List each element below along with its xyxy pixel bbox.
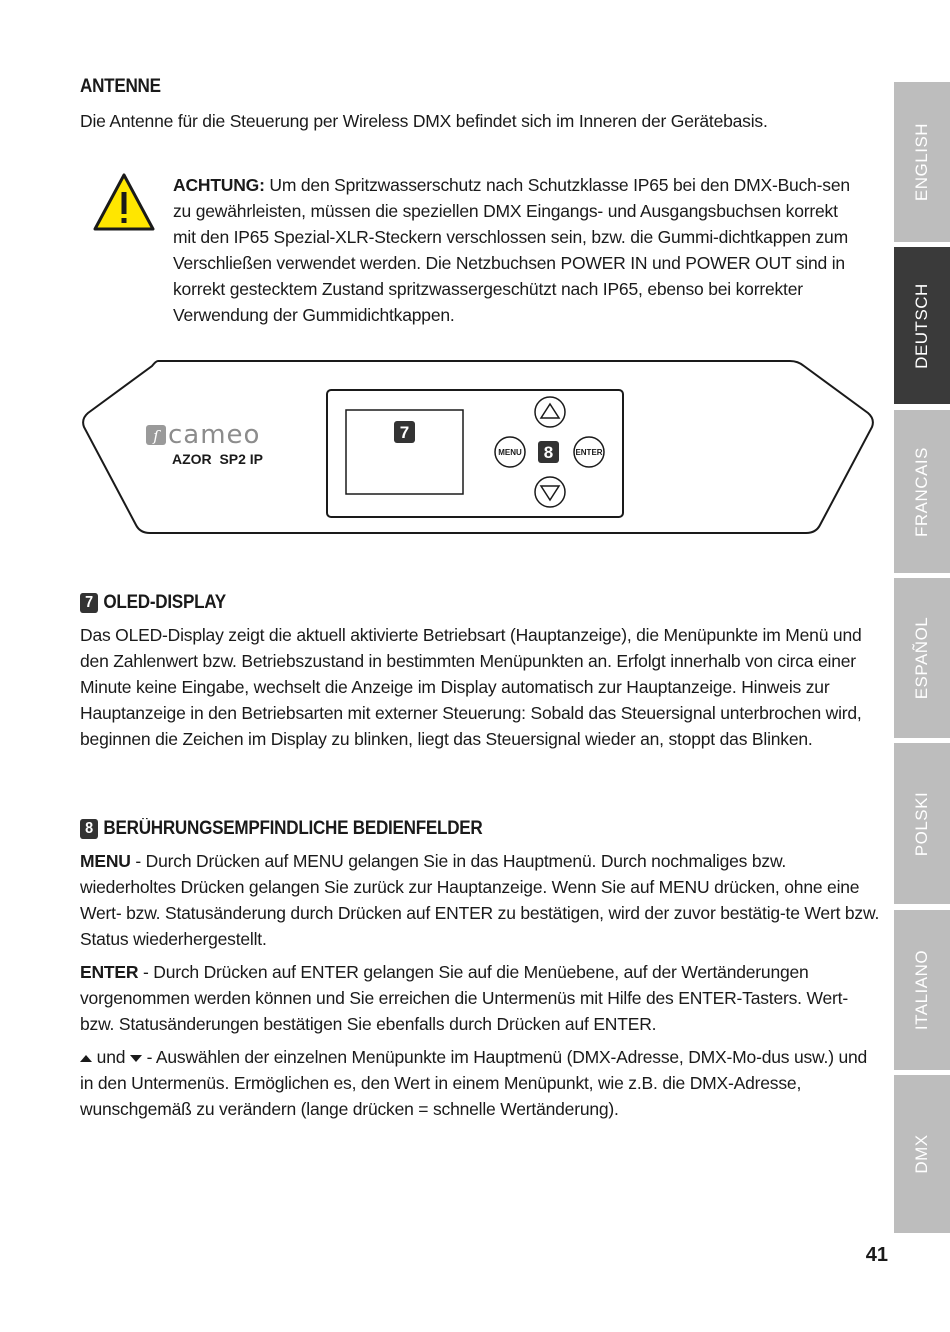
enter-description <box>80 959 880 1037</box>
menu-text: - Durch Drücken auf MENU gelangen Sie in das Hauptmenü. Durch nochmaliges bzw. wiederholtes Drücken gelangen Sie zurück zur Hauptanzeige. Wenn Sie auf MENU drücken, ohne eine Wert- bzw. Statusänderung durch Drücken auf ENTER zu bestätigen, wird der zuvor bestätig-te Wert bzw. Status wiederhergestellt. <box>80 851 880 949</box>
und-text: und <box>92 1047 130 1067</box>
warning-text-block <box>173 172 858 328</box>
oled-text: Das OLED-Display zeigt die aktuell aktivierte Betriebsart (Hauptanzeige), die Menüpunkte im Menü und den Zahlenwert bzw. Betriebszustand in bestimmten Menüpunkten an. Erfolgt innerhalb von circa einer Minute keine Eingabe, wechselt die Anzeige im Display automatisch zur Hauptanzeige. Hinweis zur Hauptanzeige in den Betriebsarten mit externer Steuerung: Sobald das Steuersignal unterbrochen wird, beginnen die Zeichen im Display zu blinken, liegt das Steuersignal wieder an, stoppt das Blinken. <box>80 625 862 749</box>
tab-deutsch[interactable] <box>894 247 950 404</box>
touch-heading-row <box>80 818 483 840</box>
warning-icon <box>92 172 156 232</box>
tab-francais-label: FRANCAIS <box>912 446 931 537</box>
enter-text: - Durch Drücken auf ENTER gelangen Sie auf die Menüebene, auf der Wertänderungen vorgenommen werden können und Sie erreichen die Untermenüs mit Hilfe des ENTER-Tasters. Wert- bzw. Statusänderungen bestätigen Sie ebenfalls durch Drücken auf ENTER. <box>80 962 848 1034</box>
device-panel-illustration <box>78 357 878 537</box>
buttons-marker: 8 <box>543 443 554 462</box>
antenne-heading: ANTENNE <box>80 76 161 97</box>
tab-polski[interactable] <box>894 743 950 904</box>
arrows-text: - Auswählen der einzelnen Menüpunkte im Hauptmenü (DMX-Adresse, DMX-Mo-dus usw.) und in den Untermenüs. Ermöglichen es, den Wert in einem Menüpunkt, wie z.B. die DMX-Adresse, wunschgemäß zu verändern (lange drücken = schnelle Wertänderung). <box>80 1047 868 1119</box>
tab-english-label: ENGLISH <box>912 122 931 202</box>
tab-deutsch-label: DEUTSCH <box>912 282 931 369</box>
warning-label: ACHTUNG: <box>173 175 265 195</box>
tab-italiano-label: ITALIANO <box>912 949 931 1031</box>
tab-polski-label: POLSKI <box>912 791 931 856</box>
display-marker: 7 <box>399 423 410 442</box>
menu-description <box>80 848 880 952</box>
warning-text: Um den Spritzwasserschutz nach Schutzklasse IP65 bei den DMX-Buch-sen zu gewährleisten, müssen die speziellen DMX Eingangs- und Ausgangsbuchsen korrekt mit den IP65 Spezial-XLR-Steckern verschlossen sein, bzw. die Gummi-dichtkappen zum Verschließen verwendet werden. Die Netzbuchsen POWER IN und POWER OUT sind in korrekt gestecktem Zustand spritzwassergeschützt nach IP65, ebenso bei korrekter Verwendung der Gummidichtkappen. <box>173 175 850 325</box>
device-brand: cameo <box>168 420 261 450</box>
oled-marker: 7 <box>80 593 98 613</box>
tab-espanol[interactable] <box>894 578 950 738</box>
tab-espanol-label: ESPAÑOL <box>912 616 931 700</box>
tab-english[interactable] <box>894 82 950 242</box>
arrows-description <box>80 1044 880 1122</box>
touch-marker: 8 <box>80 819 98 839</box>
menu-label: MENU <box>80 851 131 871</box>
arrow-up-icon <box>80 1055 92 1062</box>
antenne-text: Die Antenne für die Steuerung per Wireless DMX befindet sich im Inneren der Gerätebasis. <box>80 111 768 131</box>
tab-dmx[interactable] <box>894 1075 950 1233</box>
device-menu-label: MENU <box>498 448 522 457</box>
tab-italiano[interactable] <box>894 910 950 1070</box>
page-number: 41 <box>865 1244 888 1266</box>
device-enter-label: ENTER <box>575 448 603 457</box>
svg-text:ſ: ſ <box>153 427 159 445</box>
device-model: AZOR SP2 IP <box>172 451 264 467</box>
tab-francais[interactable] <box>894 410 950 573</box>
arrow-down-icon <box>130 1055 142 1062</box>
enter-label: ENTER <box>80 962 139 982</box>
touch-heading: BERÜHRUNGSEMPFINDLICHE BEDIENFELDER <box>103 818 483 839</box>
oled-heading: OLED-DISPLAY <box>103 592 226 613</box>
oled-heading-row <box>80 592 226 614</box>
tab-dmx-label: DMX <box>912 1134 931 1174</box>
